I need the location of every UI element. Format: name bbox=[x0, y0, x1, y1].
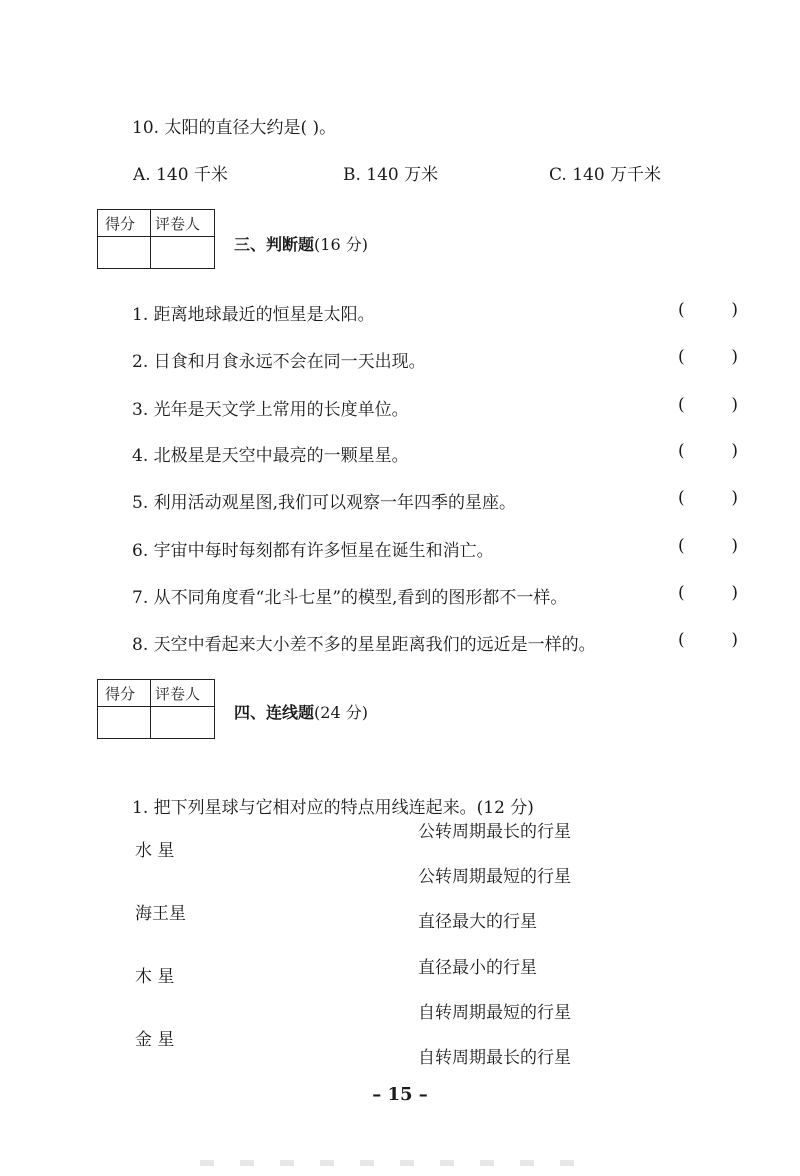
grader-label: 评卷人 bbox=[155, 685, 201, 703]
grader-label: 评卷人 bbox=[155, 215, 201, 233]
score-box-section4 bbox=[97, 679, 215, 739]
question-10: 10. 太阳的直径大约是( )。 bbox=[132, 118, 337, 138]
answer-parens[interactable]: ( ) bbox=[678, 488, 738, 508]
page-number: – 15 – bbox=[372, 1084, 428, 1105]
section4-title bbox=[234, 700, 368, 723]
tf-item: 6. 宇宙中每时每刻都有许多恒星在诞生和消亡。 bbox=[132, 541, 494, 561]
option-c: C. 140 万千米 bbox=[549, 165, 662, 185]
score-label: 得分 bbox=[105, 215, 136, 233]
option-a: A. 140 千米 bbox=[133, 165, 228, 185]
feature-label[interactable]: 直径最大的行星 bbox=[418, 912, 537, 932]
tf-item: 3. 光年是天文学上常用的长度单位。 bbox=[132, 400, 409, 420]
answer-parens[interactable]: ( ) bbox=[678, 395, 738, 415]
planet-label[interactable]: 水 星 bbox=[135, 841, 175, 861]
planet-label[interactable]: 海王星 bbox=[135, 904, 186, 924]
answer-parens[interactable]: ( ) bbox=[678, 347, 738, 367]
feature-label[interactable]: 自转周期最短的行星 bbox=[418, 1003, 571, 1023]
section3-title bbox=[234, 232, 368, 255]
tf-item: 1. 距离地球最近的恒星是太阳。 bbox=[132, 305, 375, 325]
feature-label[interactable]: 公转周期最短的行星 bbox=[418, 867, 571, 887]
tf-item: 2. 日食和月食永远不会在同一天出现。 bbox=[132, 352, 426, 372]
feature-label[interactable]: 公转周期最长的行星 bbox=[418, 822, 571, 842]
section3-title-text: 三、判断题 bbox=[234, 235, 315, 254]
section4-points: (24 分) bbox=[314, 703, 368, 722]
bleed-through-marks bbox=[200, 1160, 600, 1166]
feature-label[interactable]: 自转周期最长的行星 bbox=[418, 1048, 571, 1068]
tf-item: 4. 北极星是天空中最亮的一颗星星。 bbox=[132, 446, 409, 466]
planet-label[interactable]: 金 星 bbox=[135, 1030, 175, 1050]
option-b: B. 140 万米 bbox=[343, 165, 439, 185]
planet-label[interactable]: 木 星 bbox=[135, 967, 175, 987]
tf-item: 5. 利用活动观星图,我们可以观察一年四季的星座。 bbox=[132, 493, 517, 513]
answer-parens[interactable]: ( ) bbox=[678, 630, 738, 650]
score-box-section3 bbox=[97, 209, 215, 269]
tf-item: 8. 天空中看起来大小差不多的星星距离我们的远近是一样的。 bbox=[132, 635, 596, 655]
answer-parens[interactable]: ( ) bbox=[678, 300, 738, 320]
section3-points: (16 分) bbox=[314, 235, 368, 254]
score-label: 得分 bbox=[105, 685, 136, 703]
answer-parens[interactable]: ( ) bbox=[678, 583, 738, 603]
tf-item: 7. 从不同角度看“北斗七星”的模型,看到的图形都不一样。 bbox=[132, 588, 568, 608]
matching-question: 1. 把下列星球与它相对应的特点用线连起来。(12 分) bbox=[132, 798, 534, 818]
section4-title-text: 四、连线题 bbox=[234, 703, 315, 722]
answer-parens[interactable]: ( ) bbox=[678, 536, 738, 556]
answer-parens[interactable]: ( ) bbox=[678, 441, 738, 461]
feature-label[interactable]: 直径最小的行星 bbox=[418, 958, 537, 978]
